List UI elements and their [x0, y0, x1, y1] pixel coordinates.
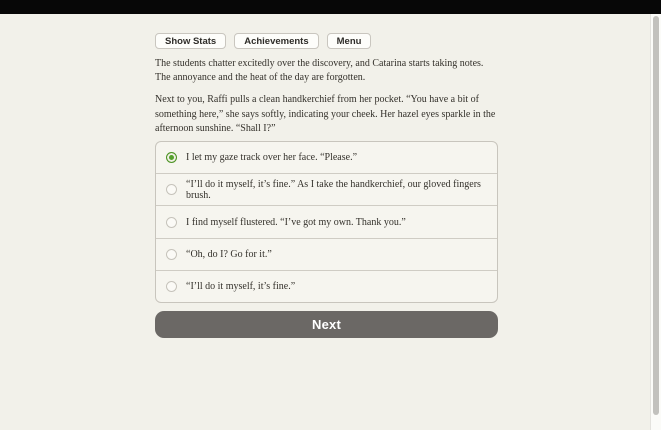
choice-label: “I’ll do it myself, it’s fine.” — [186, 280, 296, 292]
story-text — [155, 57, 499, 144]
menu-button[interactable]: Menu — [327, 33, 372, 49]
choice-option[interactable] — [156, 270, 497, 302]
scrollbar — [650, 14, 661, 430]
story-paragraph: Next to you, Raffi pulls a clean handkerchief from her pocket. “You have a bit of something here,” she says softly, indicating your cheek. Her hazel eyes sparkle in the afternoon sunshine. “Shall I?” — [155, 94, 496, 134]
choice-label: “Oh, do I? Go for it.” — [186, 248, 272, 260]
choice-label: I find myself flustered. “I’ve got my own. Thank you.” — [186, 216, 406, 228]
choice-radio[interactable] — [166, 184, 177, 195]
next-button[interactable]: Next — [155, 311, 498, 338]
achievements-button[interactable]: Achievements — [234, 33, 318, 49]
choice-option[interactable] — [156, 173, 497, 205]
choice-radio[interactable] — [166, 217, 177, 228]
show-stats-button[interactable]: Show Stats — [155, 33, 226, 49]
choice-label: “I’ll do it myself, it’s fine.” As I take the handkerchief, our gloved fingers brush. — [186, 178, 481, 201]
choice-option[interactable] — [156, 205, 497, 237]
scrollbar-thumb[interactable] — [653, 16, 659, 415]
choice-label: I let my gaze track over her face. “Please.” — [186, 152, 358, 164]
story-paragraph: The students chatter excitedly over the discovery, and Catarina starts taking notes. The annoyance and the heat of the day are forgotten. — [155, 58, 484, 84]
choice-list — [155, 141, 498, 303]
choice-option[interactable] — [156, 142, 497, 173]
choice-radio[interactable] — [166, 152, 177, 163]
choice-option[interactable] — [156, 238, 497, 270]
choice-radio[interactable] — [166, 281, 177, 292]
toolbar — [155, 33, 371, 49]
top-black-bar — [0, 0, 661, 14]
choice-radio[interactable] — [166, 249, 177, 260]
